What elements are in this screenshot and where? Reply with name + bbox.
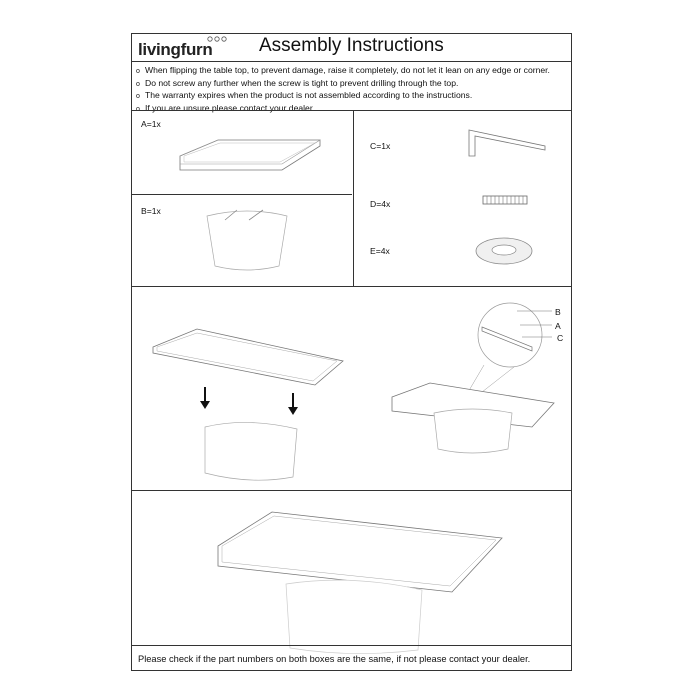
part-e-label: E=4x	[370, 246, 390, 256]
footer-divider	[132, 645, 571, 646]
callout-c: C	[557, 333, 564, 343]
step3-drawing	[212, 504, 512, 644]
parts-ab-divider	[132, 194, 352, 195]
washer-drawing	[474, 236, 534, 266]
part-c-label: C=1x	[370, 141, 391, 151]
notes-list	[136, 65, 550, 115]
step2-divider	[132, 490, 571, 491]
note-item: o When flipping the table top, to prevent damage, raise it completely, do not let it lean on any edge or corner.	[136, 65, 550, 75]
step1-drawing	[147, 327, 347, 477]
brand-logo: livingfurn	[138, 40, 213, 59]
note-item: o The warranty expires when the product is not assembled according to the instructions.	[136, 90, 473, 101]
notes-divider	[132, 110, 571, 111]
screw-drawing	[482, 194, 528, 206]
callout-a: A	[555, 321, 561, 331]
table-top-drawing	[170, 134, 330, 176]
base-drawing	[197, 204, 297, 274]
bracket-drawing	[467, 128, 547, 158]
brand-logo-dots	[207, 36, 229, 42]
header-divider	[132, 61, 571, 62]
parts-divider	[353, 110, 354, 286]
part-a-label: A=1x	[141, 119, 161, 129]
parts-bottom-divider	[132, 286, 571, 287]
footer-text: Please check if the part numbers on both boxes are the same, if not please contact your dealer.	[138, 654, 531, 664]
part-d-label: D=4x	[370, 199, 391, 209]
callout-b: B	[555, 307, 561, 317]
note-item: o If you are unsure please contact your dealer.	[136, 102, 315, 113]
step2-drawing	[382, 299, 572, 459]
page-title: Assembly Instructions	[259, 35, 444, 56]
part-b-label: B=1x	[141, 206, 161, 216]
note-item: o Do not screw any further when the screw is tight to prevent drilling through the top.	[136, 77, 459, 88]
instruction-sheet	[131, 33, 572, 671]
